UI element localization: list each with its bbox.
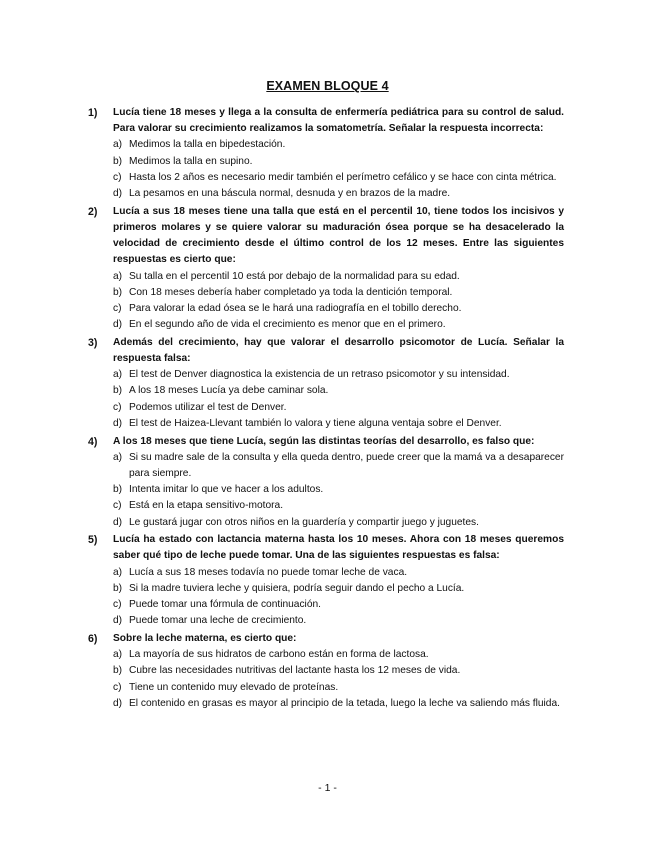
answer-option (113, 647, 564, 663)
option-letter: c) (113, 599, 122, 611)
option-text: Puede tomar una leche de crecimiento. (129, 615, 307, 627)
option-text: La pesamos en una báscula normal, desnuda y en brazos de la madre. (129, 188, 451, 200)
option-text: Tiene un contenido muy elevado de proteínas. (129, 681, 339, 693)
option-text: Su talla en el percentil 10 está por debajo de la normalidad para su edad. (129, 270, 460, 282)
option-text: Intenta imitar lo que ve hacer a los adultos. (129, 484, 324, 496)
question-3 (88, 335, 564, 432)
answer-options (113, 269, 564, 334)
answer-option (113, 285, 564, 301)
option-letter: b) (113, 155, 123, 167)
option-letter: b) (113, 665, 123, 677)
option-text: Si la madre tuviera leche y quisiera, podría seguir dando el pecho a Lucía. (129, 582, 465, 594)
answer-option (113, 317, 564, 333)
option-text: El test de Denver diagnostica la existencia de un retraso psicomotor y su intensidad. (129, 369, 510, 381)
option-text: Para valorar la edad ósea se le hará una radiografía en el tobillo derecho. (129, 302, 462, 314)
option-text: Está en la etapa sensitivo-motora. (129, 500, 284, 512)
option-text: A los 18 meses Lucía ya debe caminar sola. (129, 385, 329, 397)
answer-option (113, 269, 564, 285)
answer-options (113, 565, 564, 630)
option-text: El test de Haizea-Llevant también lo valora y tiene alguna ventaja sobre el Denver. (129, 417, 502, 429)
option-letter: c) (113, 401, 122, 413)
question-text: Lucía tiene 18 meses y llega a la consulta de enfermería pediátrica para su control de salud. Para valorar su crecimiento realizamos la somatometría. Señalar la respuesta incorrecta: (113, 107, 564, 135)
question-number: 6) (88, 633, 98, 645)
answer-option (113, 186, 564, 202)
question-6 (88, 631, 564, 712)
answer-option (113, 450, 564, 482)
answer-option (113, 482, 564, 498)
option-letter: a) (113, 270, 123, 282)
answer-option (113, 696, 564, 712)
answer-option (113, 400, 564, 416)
exam-title: EXAMEN BLOQUE 4 (266, 79, 389, 93)
question-list (88, 105, 564, 714)
question-number: 3) (88, 336, 98, 349)
answer-options (113, 647, 564, 712)
answer-option (113, 663, 564, 679)
option-text: Le gustará jugar con otros niños en la guardería y compartir juego y juguetes. (129, 516, 479, 528)
option-letter: a) (113, 139, 123, 151)
option-letter: d) (113, 516, 123, 528)
answer-option (113, 680, 564, 696)
option-text: La mayoría de sus hidratos de carbono están en forma de lactosa. (129, 649, 429, 661)
option-text: Cubre las necesidades nutritivas del lactante hasta los 12 meses de vida. (129, 665, 461, 677)
answer-option (113, 137, 564, 153)
option-letter: a) (113, 451, 123, 463)
answer-option (113, 301, 564, 317)
answer-option (113, 416, 564, 432)
option-letter: c) (113, 171, 122, 183)
option-text: Podemos utilizar el test de Denver. (129, 401, 287, 413)
question-number: 2) (88, 205, 98, 218)
answer-options (113, 367, 564, 432)
answer-options (113, 137, 564, 202)
option-letter: c) (113, 681, 122, 693)
page-number: - 1 - (318, 782, 337, 794)
answer-options (113, 450, 564, 531)
option-letter: d) (113, 188, 123, 200)
option-text: Medimos la talla en bipedestación. (129, 139, 286, 151)
option-text: Con 18 meses debería haber completado ya toda la dentición temporal. (129, 286, 453, 298)
option-text: Medimos la talla en supino. (129, 155, 253, 167)
option-letter: b) (113, 385, 123, 397)
option-letter: d) (113, 697, 123, 709)
option-letter: d) (113, 615, 123, 627)
option-text: Si su madre sale de la consulta y ella queda dentro, puede creer que la mamá va a desaparecer para siempre. (129, 451, 564, 479)
question-2 (88, 204, 564, 334)
question-text: A los 18 meses que tiene Lucía, según las distintas teorías del desarrollo, es falso que: (113, 435, 535, 447)
option-letter: d) (113, 417, 123, 429)
option-letter: a) (113, 649, 123, 661)
option-text: Puede tomar una fórmula de continuación. (129, 599, 321, 611)
option-letter: c) (113, 500, 122, 512)
question-text: Además del crecimiento, hay que valorar el desarrollo psicomotor de Lucía. Señalar la respuesta falsa: (113, 336, 564, 365)
answer-option (113, 154, 564, 170)
question-number: 4) (88, 435, 98, 448)
question-text: Lucía ha estado con lactancia materna hasta los 10 meses. Ahora con 18 meses queremos saber qué tipo de leche puede tomar. Una de las siguientes respuestas es falsa: (113, 534, 564, 562)
option-letter: a) (113, 369, 123, 381)
answer-option (113, 383, 564, 399)
answer-option (113, 367, 564, 383)
answer-option (113, 597, 564, 613)
option-letter: a) (113, 566, 123, 578)
answer-option (113, 581, 564, 597)
question-text: Lucía a sus 18 meses tiene una talla que está en el percentil 10, tiene todos los incisivos y primeros molares y se quiere valorar su maduración ósea porque se ha desacelerado la velocidad de crecimiento desde el último control de los 12 meses. Entre las siguientes respuestas es cierto que: (113, 205, 564, 266)
option-letter: b) (113, 286, 123, 298)
option-text: El contenido en grasas es mayor al principio de la tetada, luego la leche va saliendo más fluida. (129, 697, 560, 709)
question-number: 5) (88, 534, 98, 547)
answer-option (113, 613, 564, 629)
question-4 (88, 434, 564, 531)
answer-option (113, 565, 564, 581)
answer-option (113, 170, 564, 186)
question-number: 1) (88, 107, 98, 119)
option-letter: d) (113, 319, 123, 331)
answer-option (113, 498, 564, 514)
option-text: Lucía a sus 18 meses todavía no puede tomar leche de vaca. (129, 566, 408, 578)
option-letter: b) (113, 484, 123, 496)
option-letter: c) (113, 302, 122, 314)
option-text: En el segundo año de vida el crecimiento es menor que en el primero. (129, 319, 446, 331)
option-text: Hasta los 2 años es necesario medir también el perímetro cefálico y se hace con cinta métrica. (129, 171, 557, 183)
question-5 (88, 532, 564, 629)
option-letter: b) (113, 582, 123, 594)
answer-option (113, 515, 564, 531)
question-text: Sobre la leche materna, es cierto que: (113, 633, 297, 644)
question-1 (88, 105, 564, 202)
